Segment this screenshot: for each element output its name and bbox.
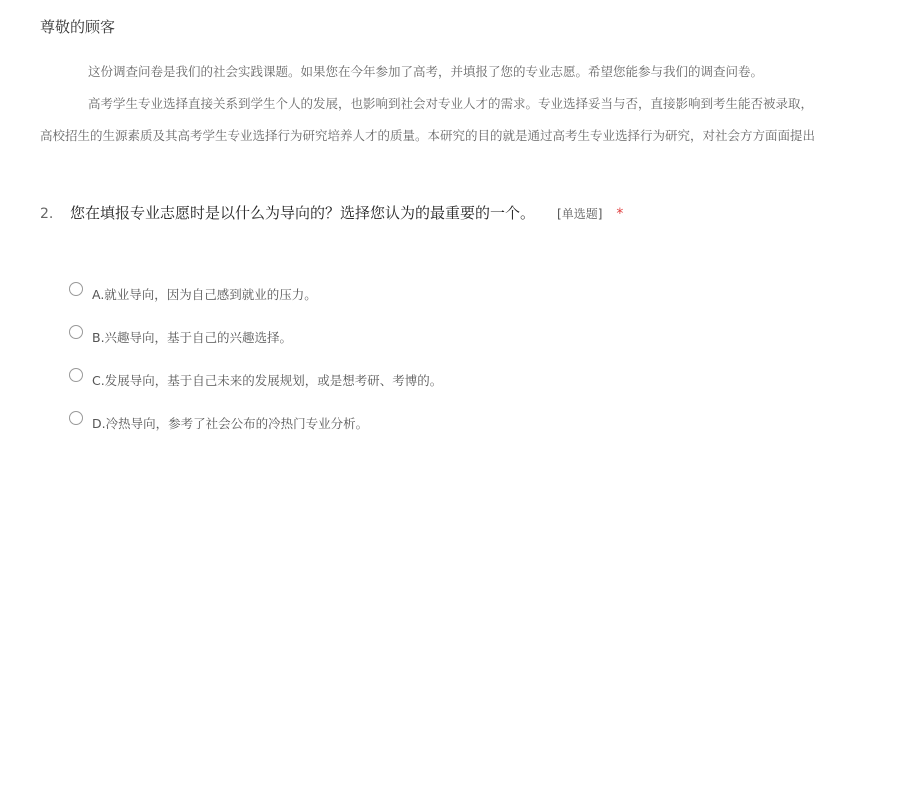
option-label[interactable]: D.冷热导向，参考了社会公布的冷热门专业分析。: [92, 415, 369, 431]
radio-button[interactable]: [69, 282, 83, 296]
options-list: [69, 272, 442, 444]
option-label[interactable]: C.发展导向，基于自己未来的发展规划，或是想考研、考博的。: [92, 372, 443, 388]
radio-button[interactable]: [69, 368, 83, 382]
radio-button[interactable]: [69, 411, 83, 425]
question-header: [40, 202, 623, 223]
option-b[interactable]: [69, 315, 442, 358]
intro-paragraph: 这份调查问卷是我们的社会实践课题。如果您在今年参加了高考，并填报了您的专业志愿。希望您能参与我们的调查问卷。: [88, 64, 764, 79]
question-title: 您在填报专业志愿时是以什么为导向的？选择您认为的最重要的一个。: [70, 204, 536, 222]
question-type-label: [单选题]: [557, 207, 603, 221]
option-label[interactable]: A.就业导向，因为自己感到就业的压力。: [92, 286, 317, 302]
intro-paragraph: 高校招生的生源素质及其高考学生专业选择行为研究培养人才的质量。本研究的目的就是通过高考生专业选择行为研究，对社会方方面面提出: [40, 128, 816, 143]
option-c[interactable]: [69, 358, 442, 401]
option-a[interactable]: [69, 272, 442, 315]
survey-intro: [40, 56, 900, 152]
survey-greeting: 尊敬的顾客: [40, 18, 116, 36]
option-d[interactable]: [69, 401, 442, 444]
required-mark: *: [616, 206, 624, 222]
radio-button[interactable]: [69, 325, 83, 339]
intro-paragraph: 高考学生专业选择直接关系到学生个人的发展，也影响到社会对专业人才的需求。专业选择妥当与否，直接影响到考生能否被录取，: [88, 96, 814, 111]
option-label[interactable]: B.兴趣导向，基于自己的兴趣选择。: [92, 329, 293, 345]
question-number: 2.: [40, 206, 54, 222]
